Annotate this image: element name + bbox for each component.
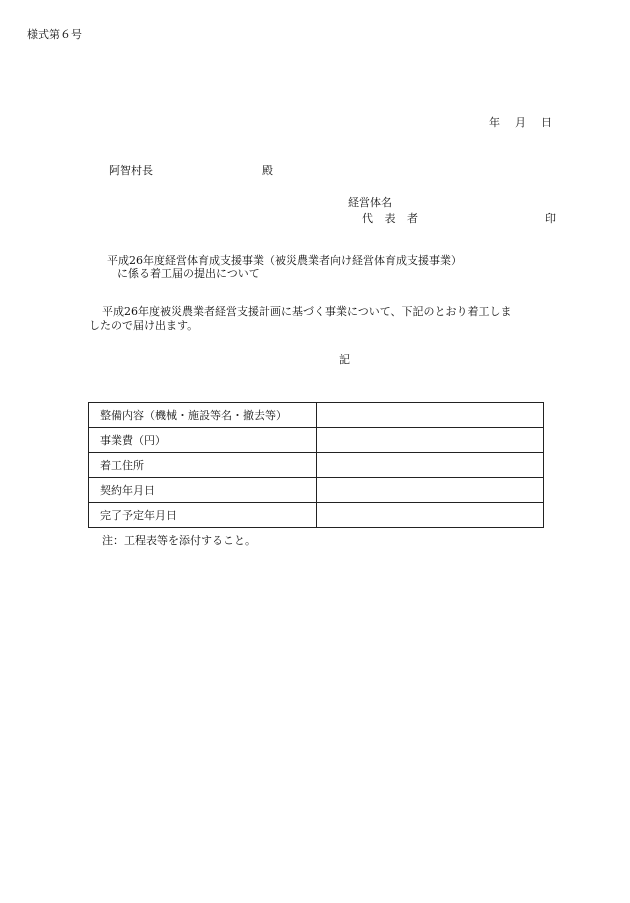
table-row (89, 453, 544, 478)
subject-line-1: 平成26年度経営体育成支援事業（被災農業者向け経営体育成支援事業） (107, 254, 462, 267)
row-label: 契約年月日 (89, 478, 317, 503)
year-label: 年 (489, 116, 500, 129)
row-label: 整備内容（機械・施設等名・撤去等） (89, 403, 317, 428)
entity-name-label: 経営体名 (348, 196, 392, 209)
table-row (89, 478, 544, 503)
row-label: 事業費（円） (89, 428, 317, 453)
row-label: 完了予定年月日 (89, 503, 317, 528)
row-value (317, 478, 544, 503)
row-value (317, 403, 544, 428)
body-text-line-1: 平成26年度被災農業者経営支援計画に基づく事業について、下記のとおり着工しま (102, 305, 512, 318)
day-label: 日 (541, 116, 552, 129)
detail-table (88, 402, 544, 528)
row-value (317, 453, 544, 478)
row-label: 着工住所 (89, 453, 317, 478)
body-text-line-2: したので届け出ます。 (89, 319, 199, 332)
row-value (317, 428, 544, 453)
seal-label: 印 (545, 212, 556, 225)
attachment-note: 注：工程表等を添付すること。 (102, 534, 256, 547)
month-label: 月 (515, 116, 526, 129)
date-line (489, 117, 552, 128)
table-row (89, 428, 544, 453)
form-number: 様式第６号 (27, 28, 82, 41)
ki-heading: 記 (339, 353, 350, 366)
representative-label: 代 表 者 (362, 212, 422, 225)
subject-line-2: に係る着工届の提出について (117, 267, 260, 280)
addressee-honorific: 殿 (262, 164, 273, 177)
table-row (89, 403, 544, 428)
row-value (317, 503, 544, 528)
addressee-name: 阿智村長 (109, 164, 153, 177)
table-row (89, 503, 544, 528)
